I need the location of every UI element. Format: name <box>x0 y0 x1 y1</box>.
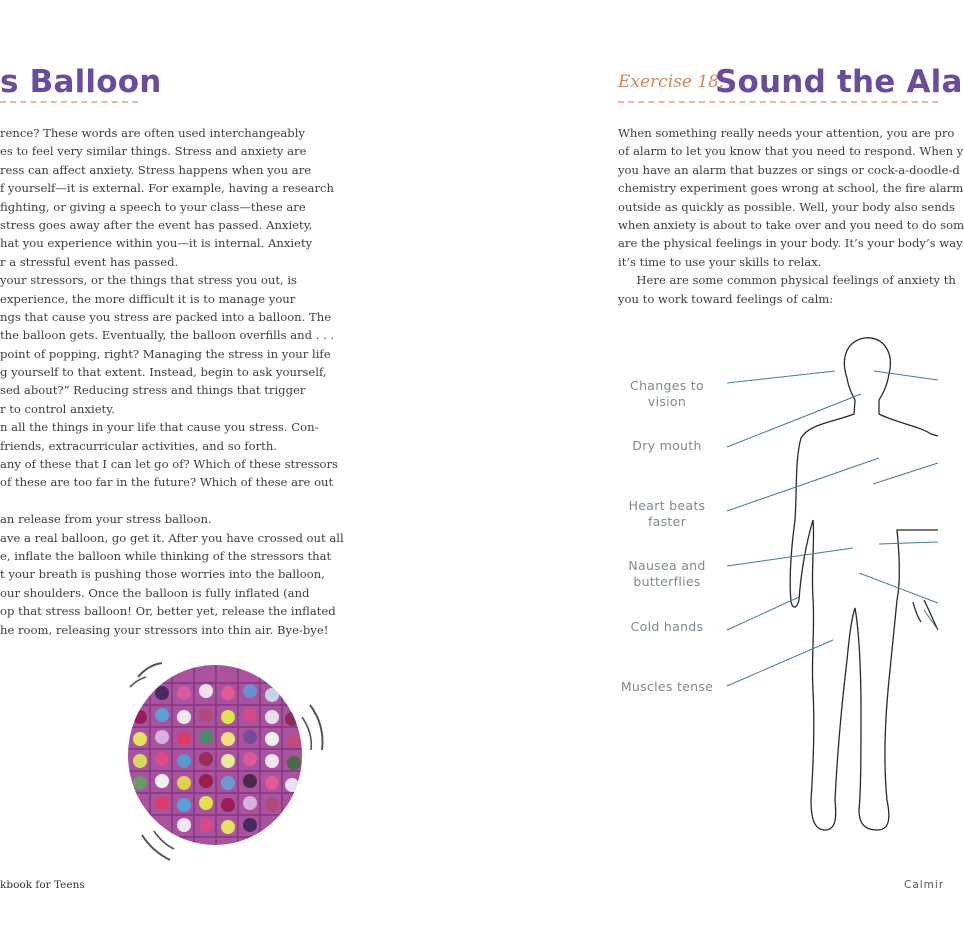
text-line: an release from your stress balloon. <box>0 512 212 527</box>
running-footer: Calmir <box>904 879 945 891</box>
text-line <box>0 492 344 510</box>
text-line: When something really needs your attention, you are pro <box>618 126 955 140</box>
pointer-line-muscles <box>727 640 833 686</box>
pointer-line-stomach <box>727 548 853 566</box>
text-line: the balloon gets. Eventually, the balloon overfills and . . . <box>0 328 335 343</box>
text-line: n all the things in your life that cause you stress. Con- <box>0 420 319 435</box>
pointer-line-right <box>873 463 938 484</box>
motion-mark <box>142 835 170 860</box>
text-line: it’s time to use your skills to relax. <box>618 254 822 269</box>
label-nausea-and-butterflies: Nausea and butterflies <box>628 558 706 589</box>
label-muscles-tense: Muscles tense <box>620 679 714 694</box>
text-line: of alarm to let you know that you need to respond. When y <box>618 144 964 159</box>
text-line: any of these that I can let go of? Which of these stressors <box>0 457 338 472</box>
page-title: s Balloon <box>0 64 162 100</box>
text-line: are the physical feelings in your body. It’s your body’s way <box>618 236 963 251</box>
label-changes-to-vision: Changes to vision <box>630 378 704 409</box>
motion-mark <box>130 677 146 687</box>
label-dry-mouth: Dry mouth <box>632 438 702 453</box>
text-line: rence? These words are often used interchangeably <box>0 126 305 140</box>
text-line: fighting, or giving a speech to your class—these are <box>0 199 306 214</box>
left-page <box>0 0 469 938</box>
human-silhouette <box>790 338 938 830</box>
pointer-line-hands <box>727 597 799 630</box>
text-line: op that stress balloon! Or, better yet, release the inflated <box>0 604 336 619</box>
text-line: experience, the more difficult it is to manage your <box>0 291 296 306</box>
running-footer: kbook for Teens <box>0 879 85 891</box>
text-line: es to feel very similar things. Stress and anxiety are <box>0 144 307 159</box>
text-line: you to work toward feelings of calm: <box>618 291 834 306</box>
text-line: he room, releasing your stressors into thin air. Bye-bye! <box>0 622 329 637</box>
text-line: stress goes away after the event has passed. Anxiety, <box>0 217 313 232</box>
text-line: your stressors, or the things that stress you out, is <box>0 273 298 288</box>
title-underline <box>0 101 138 103</box>
title-underline <box>618 101 938 103</box>
text-line: hat you experience within you—it is internal. Anxiety <box>0 236 313 251</box>
exercise-label: Exercise 18: <box>618 72 725 92</box>
label-cold-hands: Cold hands <box>630 619 704 634</box>
pointer-line-heart <box>727 458 879 511</box>
body-paragraphs <box>0 124 344 639</box>
text-line: r a stressful event has passed. <box>0 254 179 269</box>
text-line: when anxiety is about to take over and you need to do som <box>618 217 964 232</box>
text-line: point of popping, right? Managing the stress in your life <box>0 346 331 361</box>
pointer-line-right <box>924 610 938 630</box>
text-line: Here are some common physical feelings of anxiety th <box>618 273 956 288</box>
motion-mark <box>302 717 311 750</box>
text-line: t your breath is pushing those worries into the balloon, <box>0 567 325 582</box>
text-line: ress can affect anxiety. Stress happens when you are <box>0 162 312 177</box>
text-line: sed about?” Reducing stress and things that trigger <box>0 383 306 398</box>
text-line: friends, extracurricular activities, and so forth. <box>0 438 277 453</box>
motion-mark <box>138 663 162 677</box>
text-line: our shoulders. Once the balloon is fully inflated (and <box>0 585 310 600</box>
right-page <box>469 0 964 938</box>
text-line: outside as quickly as possible. Well, your body also sends <box>618 199 956 214</box>
text-line: of these are too far in the future? Which of these are out <box>0 475 334 490</box>
text-line: you have an alarm that buzzes or sings or cock-a-doodle-d <box>618 162 960 177</box>
pointer-line-right <box>859 573 938 603</box>
body-paragraphs <box>618 124 964 308</box>
text-line: e, inflate the balloon while thinking of the stressors that <box>0 548 332 563</box>
motion-mark <box>154 831 174 849</box>
text-line: r to control anxiety. <box>0 401 115 416</box>
text-line: chemistry experiment goes wrong at school, the fire alarm <box>618 181 964 196</box>
pointer-line-vision <box>727 371 835 383</box>
label-heart-beats-faster: Heart beats faster <box>628 498 706 529</box>
text-line: ave a real balloon, go get it. After you have crossed out all <box>0 530 344 545</box>
stress-balloon-illustration <box>120 655 335 870</box>
pointer-lines <box>727 371 938 686</box>
text-line: g yourself to that extent. Instead, begin to ask yourself, <box>0 365 327 380</box>
pointer-line-mouth <box>727 394 861 447</box>
text-line: f yourself—it is external. For example, having a research <box>0 181 334 196</box>
text-line: ngs that cause you stress are packed into a balloon. The <box>0 309 332 324</box>
pointer-line-right <box>874 371 938 380</box>
page-title: Sound the Ala <box>715 64 963 100</box>
pointer-line-right <box>879 542 938 544</box>
